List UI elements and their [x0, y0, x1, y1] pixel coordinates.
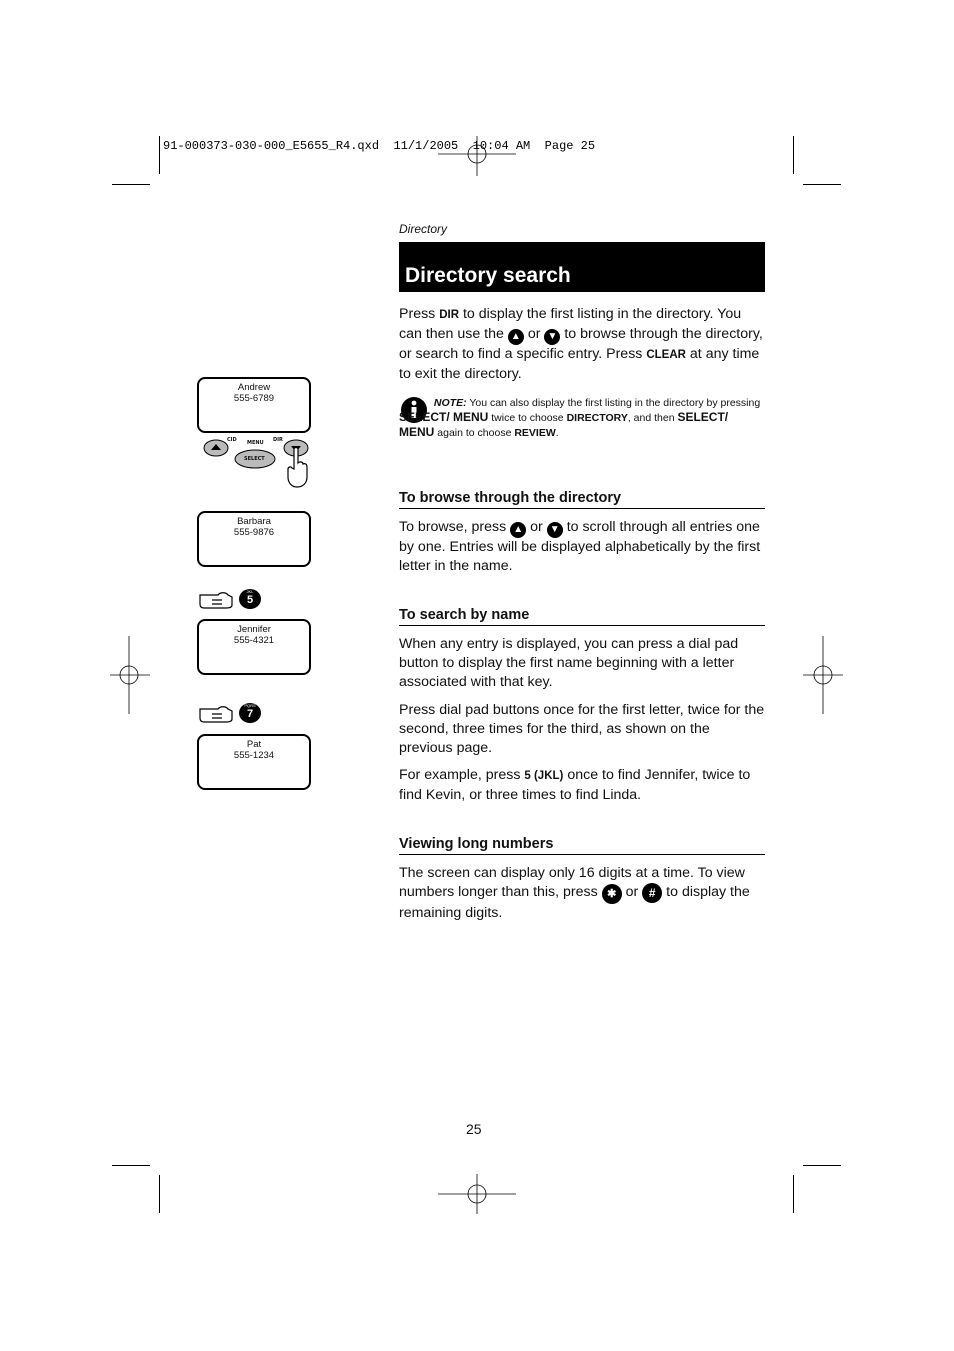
star-key-label: TONE	[614, 880, 623, 884]
key-seven-icon	[239, 703, 261, 723]
select-label: SELECT	[244, 456, 265, 462]
search-paragraph-1: When any entry is displayed, you can press a dial pad button to display the first name beginning with a letter associated with that key.	[399, 636, 739, 690]
handset-keypad	[203, 437, 313, 492]
crop-mark	[803, 1165, 841, 1166]
crop-mark	[112, 184, 150, 185]
key-five-letters: JKL	[246, 589, 254, 594]
file-slug: 91-000373-030-000_E5655_R4.qxd 11/1/2005 10:04 AM Page 25	[163, 139, 596, 153]
browse-paragraph: To browse, press ▲ or ▼ to scroll through all entries one by one. Entries will be displayed alphabetically by the first letter in the name.	[399, 519, 761, 574]
search-heading: To search by name	[399, 607, 765, 626]
intro-paragraph: Press DIR to display the first listing in the directory. You can then use the ▲ or ▼ to browse through the directory, or search to find a specific entry. Press CLEAR at any time to exit the directory.	[399, 306, 763, 382]
page-title: Directory search	[405, 264, 571, 287]
five-jkl-key: 5 (JKL)	[524, 770, 564, 782]
screen-name: Andrew	[237, 382, 271, 393]
star-key-icon: ✱	[602, 884, 622, 904]
long-numbers-paragraph: The screen can display only 16 digits at a time. To view numbers longer than this, press ✱ or # to display the remaining digits.	[399, 865, 750, 921]
registration-mark-right	[803, 636, 843, 714]
clear-key: CLEAR	[646, 349, 686, 361]
crop-mark	[112, 1165, 150, 1166]
down-arrow-icon: ▼	[547, 522, 563, 538]
screen-name: Pat	[246, 739, 262, 750]
key-seven-digit: 7	[246, 708, 254, 720]
note-block: NOTE: You can also display the first listing in the directory by pressing SELECT/ MENU twice to choose DIRECTORY, and then SELECT/ MENU again to choose REVIEW.	[399, 397, 761, 439]
screen-number: 555-1234	[233, 750, 275, 761]
hash-key-icon: #	[642, 883, 662, 903]
up-arrow-icon: ▲	[508, 329, 524, 345]
key-five-icon	[239, 589, 261, 609]
note-label: NOTE:	[433, 397, 467, 409]
up-arrow-icon: ▲	[510, 522, 526, 538]
title-bar	[399, 242, 765, 292]
display-screen-pat	[197, 734, 311, 790]
screen-name: Jennifer	[237, 624, 271, 635]
display-screen-barbara	[197, 511, 311, 567]
crop-mark	[793, 136, 794, 174]
screen-name: Barbara	[237, 516, 271, 527]
registration-mark-left	[110, 636, 150, 714]
crop-mark	[793, 1175, 794, 1213]
key-seven-letters: PQRS	[244, 703, 256, 708]
search-paragraph-3: For example, press 5 (JKL) once to find Jennifer, twice to find Kevin, or three times to find Linda.	[399, 767, 751, 803]
section-label: Directory	[399, 222, 448, 236]
pointing-finger-icon	[285, 447, 309, 489]
key-five-digit: 5	[246, 594, 254, 606]
screen-number: 555-9876	[233, 527, 275, 538]
display-screen-andrew	[197, 377, 311, 433]
search-paragraph-2: Press dial pad buttons once for the first letter, twice for the second, three times for the third, as shown on the previous page.	[399, 702, 765, 756]
page-number: 25	[466, 1121, 482, 1137]
display-screen-jennifer	[197, 619, 311, 675]
crop-mark	[159, 1175, 160, 1213]
down-arrow-icon: ▼	[544, 329, 560, 345]
crop-mark	[803, 184, 841, 185]
crop-mark	[159, 136, 160, 174]
cid-label: CID	[227, 437, 237, 443]
cid-up-button	[203, 439, 229, 457]
screen-number: 555-6789	[233, 393, 275, 404]
pointing-hand-icon	[198, 703, 234, 723]
browse-heading: To browse through the directory	[399, 490, 765, 509]
registration-mark-bottom	[438, 1174, 516, 1214]
dir-label: DIR	[273, 437, 283, 443]
dir-key: DIR	[439, 309, 460, 321]
pointing-hand-icon	[198, 589, 234, 609]
menu-label: MENU	[247, 440, 264, 446]
long-numbers-heading: Viewing long numbers	[399, 836, 765, 855]
screen-number: 555-4321	[233, 635, 275, 646]
